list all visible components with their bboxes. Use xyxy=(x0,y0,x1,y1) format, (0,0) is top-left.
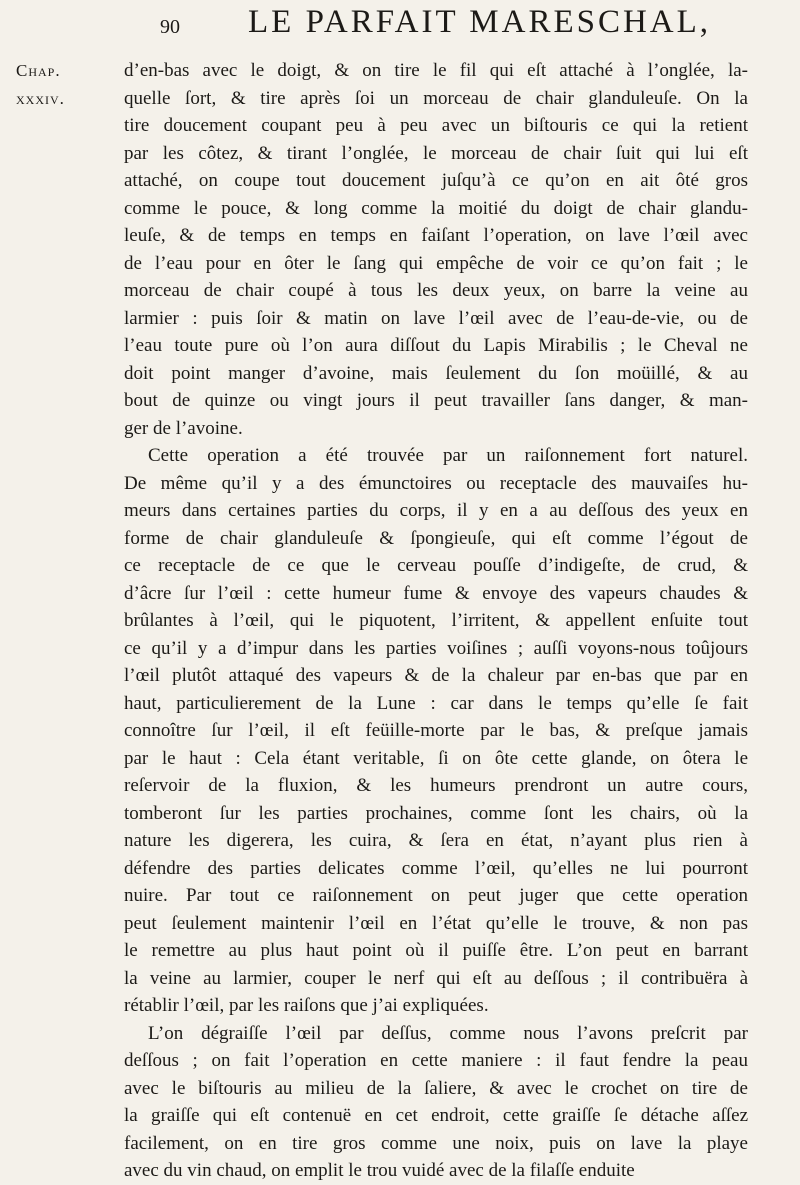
text-line: comme le pouce, & long comme la moitié du doigt de chair glandu- xyxy=(124,197,748,219)
text-line: bout de quinze ou vingt jours il peut travailler ſans danger, & man- xyxy=(124,390,748,411)
chapter-label: Chap. xyxy=(16,61,61,80)
text-line: ger de l’avoine. xyxy=(124,417,243,439)
text-line: deſſous ; on fait l’operation en cette maniere : il faut fendre la peau xyxy=(124,1050,748,1071)
text-line: la veine au larmier, couper le nerf qui eſt au deſſous ; il contribuëra à xyxy=(124,967,748,989)
text-line: le remettre au plus haut point où il puiſſe être. L’on peut en barrant xyxy=(124,940,748,961)
text-line: défendre des parties delicates comme l’œil, qu’elles ne lui pourront xyxy=(124,857,748,879)
text-line: connoître ſur l’œil, il eſt feüille-morte par le bas, & preſque jamais xyxy=(124,720,748,741)
text-line: de l’eau pour en ôter le ſang qui empêche de voir ce qu’on fait ; le xyxy=(124,252,748,274)
text-line: tomberont ſur les parties prochaines, comme ſont les chairs, où la xyxy=(124,802,748,824)
text-line: facilement, on en tire gros comme une noix, puis on lave la playe xyxy=(124,1132,748,1154)
text-line: d’âcre ſur l’œil : cette humeur fume & envoye des vapeurs chaudes & xyxy=(124,582,748,604)
text-line: l’œil plutôt attaqué des vapeurs & de la chaleur par en-bas que par en xyxy=(124,665,748,686)
text-line: avec du vin chaud, on emplit le trou vuidé avec de la filaſſe enduite xyxy=(124,1160,635,1181)
text-line: leuſe, & de temps en temps en faiſant l’operation, on lave l’œil avec xyxy=(124,225,748,246)
text-line: L’on dégraiſſe l’œil par deſſus, comme nous l’avons preſcrit par xyxy=(148,1022,748,1044)
text-line: meurs dans certaines parties du corps, il y en a au deſſous des yeux en xyxy=(124,500,748,521)
text-line: De même qu’il y a des émunctoires ou receptacle des mauvaiſes hu- xyxy=(124,472,748,494)
text-line: rétablir l’œil, par les raiſons que j’ai expliquées. xyxy=(124,995,489,1016)
text-line: ce receptacle de ce que le cerveau pouſſe d’indigeſte, de crud, & xyxy=(124,555,748,576)
page-header xyxy=(0,2,800,52)
text-line: la graiſſe qui eſt contenuë en cet endroit, cette graiſſe ſe détache aſſez xyxy=(124,1105,748,1126)
chapter-number: xxxiv. xyxy=(16,89,65,108)
text-line: haut, particulierement de la Lune : car dans le temps qu’elle ſe fait xyxy=(124,692,748,714)
text-line: quelle ſort, & tire après ſoi un morceau de chair glanduleuſe. On la xyxy=(124,87,748,109)
text-line: Cette operation a été trouvée par un raiſonnement fort naturel. xyxy=(148,445,748,466)
chapter-margin-note xyxy=(16,57,96,113)
text-line: avec le biſtouris au milieu de la ſaliere, & avec le crochet on tire de xyxy=(124,1077,748,1099)
text-line: nature les digerera, les cuira, & ſera en état, n’ayant plus rien à xyxy=(124,830,748,851)
text-line: forme de chair glanduleuſe & ſpongieuſe, qui eſt comme l’égout de xyxy=(124,527,748,549)
text-line: l’eau toute pure où l’on aura diſſout du Lapis Mirabilis ; le Cheval ne xyxy=(124,335,748,356)
text-line: larmier : puis ſoir & matin on lave l’œil avec de l’eau-de-vie, ou de xyxy=(124,307,748,329)
page-number: 90 xyxy=(160,16,180,38)
text-line: peut ſeulement maintenir l’œil en l’état qu’elle le trouve, & non pas xyxy=(124,912,748,934)
body-text xyxy=(124,57,748,1185)
text-line: par les côtez, & tirant l’onglée, le morceau de chair ſuit qui lui eſt xyxy=(124,142,748,164)
text-line: ce qu’il y a d’impur dans les parties voiſines ; auſſi voyons-nous toûjours xyxy=(124,637,748,659)
running-title: LE PARFAIT MARESCHAL, xyxy=(248,4,712,40)
text-line: tire doucement coupant peu à peu avec un biſtouris ce qui la retient xyxy=(124,115,748,136)
text-line: doit point manger d’avoine, mais ſeulement du ſon moüillé, & au xyxy=(124,362,748,384)
text-line: morceau de chair coupé à tous les deux yeux, on barre la veine au xyxy=(124,280,748,301)
text-line: attaché, on coupe tout doucement juſqu’à ce qu’on en ait ôté gros xyxy=(124,170,748,191)
text-line: d’en-bas avec le doigt, & on tire le fil qui eſt attaché à l’onglée, la- xyxy=(124,60,748,81)
text-line: reſervoir de la fluxion, & les humeurs prendront un autre cours, xyxy=(124,775,748,796)
text-line: par le haut : Cela étant veritable, ſi on ôte cette glande, on ôtera le xyxy=(124,747,748,769)
text-line: nuire. Par tout ce raiſonnement on peut juger que cette operation xyxy=(124,885,748,906)
text-line: brûlantes à l’œil, qui le piquotent, l’irritent, & appellent enſuite tout xyxy=(124,610,748,631)
